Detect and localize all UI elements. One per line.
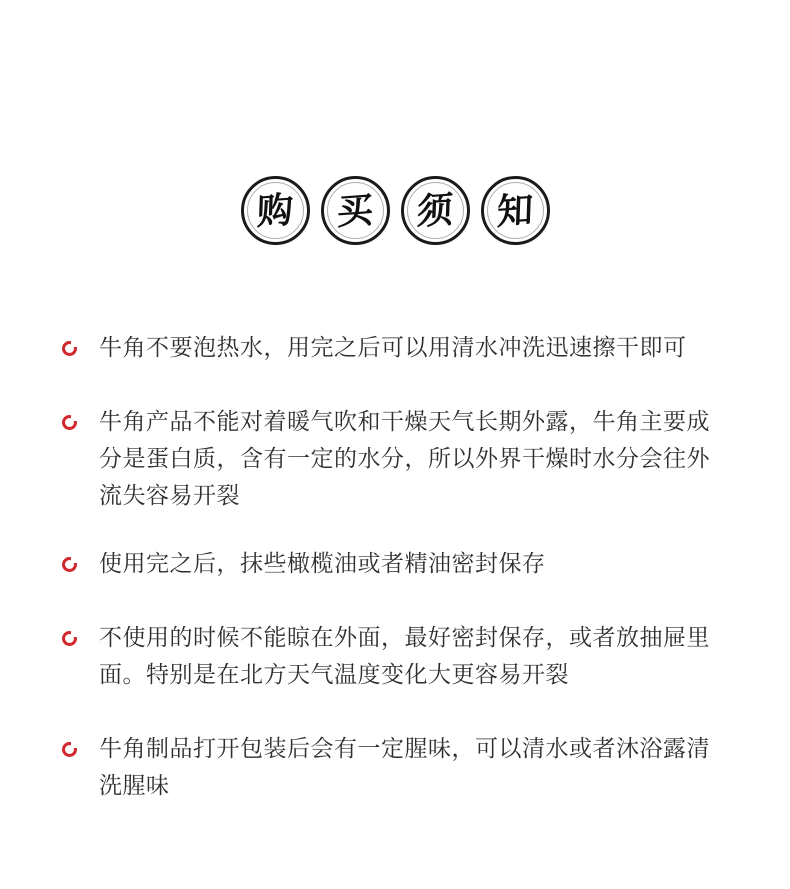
title-seal-3	[401, 176, 470, 245]
title-char-3: 须	[416, 188, 454, 233]
title-char-2: 买	[336, 188, 374, 233]
note-text-1: 牛角不要泡热水，用完之后可以用清水冲洗迅速擦干即可	[99, 335, 687, 361]
title-seal-1	[241, 176, 310, 245]
bullet-ring-icon	[62, 557, 77, 572]
purchase-notice-title	[0, 176, 790, 248]
note-text-4: 不使用的时候不能晾在外面，最好密封保存，或者放抽屉里面。特别是在北方天气温度变化大更容易开裂	[99, 625, 710, 688]
bullet-ring-icon	[62, 742, 77, 757]
bullet-ring-icon	[62, 341, 77, 356]
title-char-4: 知	[496, 188, 534, 233]
bullet-ring-icon	[62, 415, 77, 430]
title-seal-4	[481, 176, 550, 245]
note-text-3: 使用完之后，抹些橄榄油或者精油密封保存	[99, 551, 546, 577]
bullet-ring-icon	[62, 631, 77, 646]
note-text-5: 牛角制品打开包装后会有一定腥味，可以清水或者沐浴露清洗腥味	[99, 736, 710, 799]
title-char-1: 购	[256, 188, 294, 233]
note-text-2: 牛角产品不能对着暖气吹和干燥天气长期外露，牛角主要成分是蛋白质，含有一定的水分，所以外界干燥时水分会往外流失容易开裂	[99, 409, 710, 509]
title-seal-2	[321, 176, 390, 245]
